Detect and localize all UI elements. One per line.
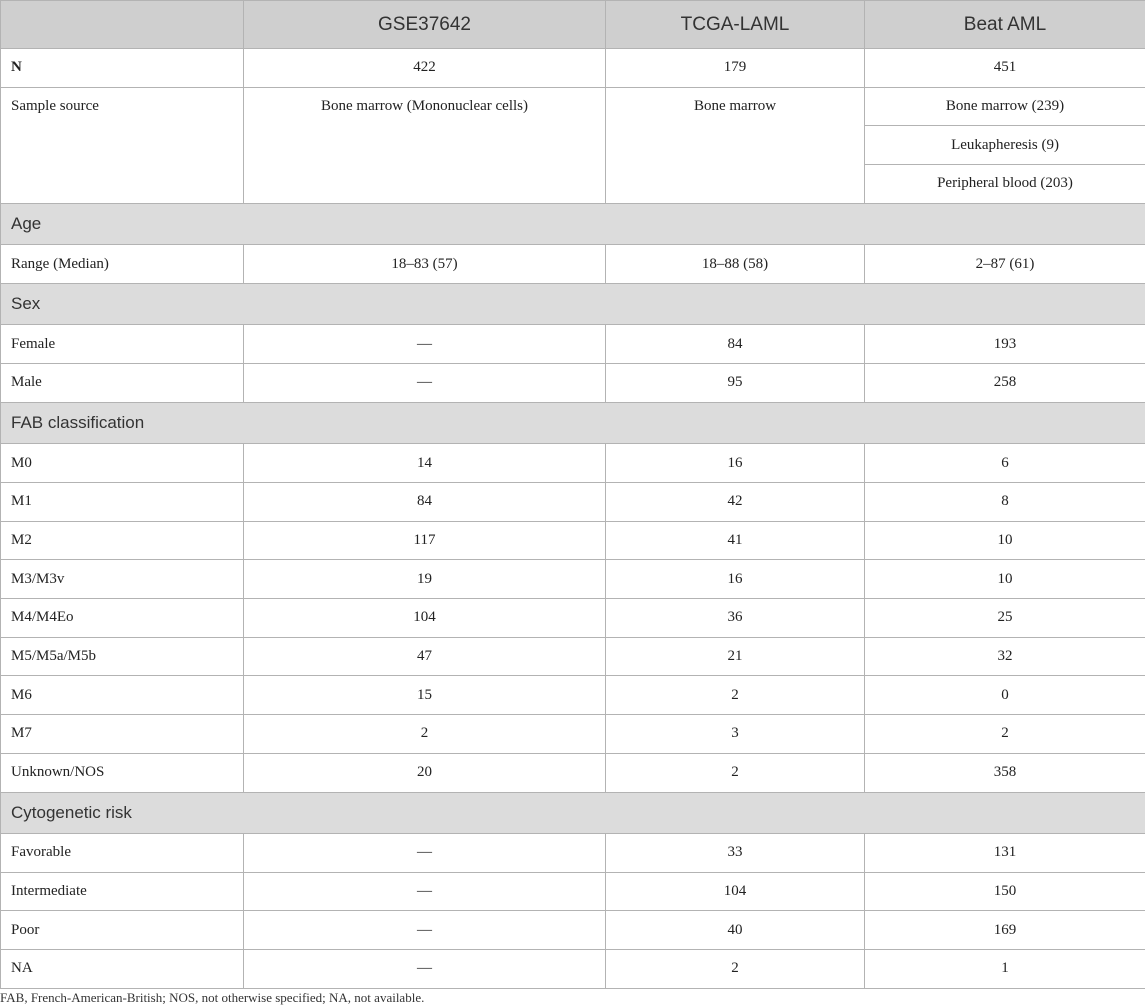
cell-beat: 0 <box>865 676 1145 715</box>
header-row <box>1 1 1145 49</box>
cell-tcga: 42 <box>606 483 865 522</box>
cell-beat: 169 <box>865 911 1145 950</box>
cell-tcga: 41 <box>606 521 865 560</box>
sample-source-label: Sample source <box>1 87 244 203</box>
cell-gse: 18–83 (57) <box>244 245 606 284</box>
cell-beat: 32 <box>865 637 1145 676</box>
table-row <box>1 560 1145 599</box>
sample-source-gse: Bone marrow (Mononuclear cells) <box>244 87 606 203</box>
row-label: Male <box>1 364 244 403</box>
cell-gse: 47 <box>244 637 606 676</box>
header-tcga-laml: TCGA-LAML <box>606 1 865 49</box>
section-title: Age <box>1 203 1145 245</box>
cell-tcga: 2 <box>606 950 865 989</box>
row-label: NA <box>1 950 244 989</box>
header-beat-aml: Beat AML <box>865 1 1145 49</box>
row-label: M5/M5a/M5b <box>1 637 244 676</box>
table-footnote: FAB, French-American-British; NOS, not otherwise specified; NA, not available. <box>0 990 425 1005</box>
cell-gse: — <box>244 834 606 873</box>
header-gse37642: GSE37642 <box>244 1 606 49</box>
fab-section-row <box>1 402 1145 444</box>
table-row <box>1 364 1145 403</box>
row-label: Female <box>1 325 244 364</box>
cell-tcga: 33 <box>606 834 865 873</box>
cell-tcga: 3 <box>606 715 865 754</box>
row-label: M4/M4Eo <box>1 599 244 638</box>
table-row <box>1 872 1145 911</box>
row-label: M2 <box>1 521 244 560</box>
cell-tcga: 40 <box>606 911 865 950</box>
cell-beat: 358 <box>865 753 1145 792</box>
row-label: M1 <box>1 483 244 522</box>
row-label: M6 <box>1 676 244 715</box>
table-row <box>1 676 1145 715</box>
cell-tcga: 2 <box>606 753 865 792</box>
cell-gse: 19 <box>244 560 606 599</box>
cell-tcga: 18–88 (58) <box>606 245 865 284</box>
cell-tcga: 36 <box>606 599 865 638</box>
cell-beat: 193 <box>865 325 1145 364</box>
n-gse: 422 <box>244 49 606 88</box>
sample-source-tcga: Bone marrow <box>606 87 865 203</box>
cell-gse: — <box>244 872 606 911</box>
cell-beat: 25 <box>865 599 1145 638</box>
cell-gse: 84 <box>244 483 606 522</box>
cell-tcga: 2 <box>606 676 865 715</box>
sample-source-row <box>1 87 1145 126</box>
cell-beat: 1 <box>865 950 1145 989</box>
n-label: N <box>1 49 244 88</box>
cell-gse: 2 <box>244 715 606 754</box>
cell-beat: 258 <box>865 364 1145 403</box>
row-label: Poor <box>1 911 244 950</box>
table-row <box>1 637 1145 676</box>
cell-gse: 104 <box>244 599 606 638</box>
cell-beat: 10 <box>865 521 1145 560</box>
row-label: Intermediate <box>1 872 244 911</box>
section-title: FAB classification <box>1 402 1145 444</box>
cell-gse: — <box>244 364 606 403</box>
table-row <box>1 950 1145 989</box>
cell-gse: 20 <box>244 753 606 792</box>
cell-gse: — <box>244 911 606 950</box>
sex-section-row <box>1 283 1145 325</box>
cell-tcga: 16 <box>606 444 865 483</box>
table-row <box>1 483 1145 522</box>
cell-tcga: 16 <box>606 560 865 599</box>
table-row <box>1 245 1145 284</box>
row-label: Range (Median) <box>1 245 244 284</box>
row-label: M0 <box>1 444 244 483</box>
cell-gse: — <box>244 950 606 989</box>
section-title: Cytogenetic risk <box>1 792 1145 834</box>
cyto-section-row <box>1 792 1145 834</box>
cell-gse: 117 <box>244 521 606 560</box>
table-row <box>1 325 1145 364</box>
table-row <box>1 834 1145 873</box>
row-label: Unknown/NOS <box>1 753 244 792</box>
table-row <box>1 599 1145 638</box>
cell-tcga: 84 <box>606 325 865 364</box>
table-row <box>1 521 1145 560</box>
cell-beat: 131 <box>865 834 1145 873</box>
n-row <box>1 49 1145 88</box>
header-blank <box>1 1 244 49</box>
cell-beat: 10 <box>865 560 1145 599</box>
row-label: Favorable <box>1 834 244 873</box>
sample-source-beat-2: Leukapheresis (9) <box>865 126 1145 165</box>
sample-source-beat-1: Bone marrow (239) <box>865 87 1145 126</box>
table-row <box>1 753 1145 792</box>
cell-tcga: 95 <box>606 364 865 403</box>
row-label: M3/M3v <box>1 560 244 599</box>
cell-gse: 15 <box>244 676 606 715</box>
row-label: M7 <box>1 715 244 754</box>
age-section-row <box>1 203 1145 245</box>
cell-tcga: 21 <box>606 637 865 676</box>
table-row <box>1 444 1145 483</box>
table-row <box>1 715 1145 754</box>
cell-beat: 6 <box>865 444 1145 483</box>
cell-beat: 8 <box>865 483 1145 522</box>
cell-beat: 150 <box>865 872 1145 911</box>
cell-gse: 14 <box>244 444 606 483</box>
cell-gse: — <box>244 325 606 364</box>
table-row <box>1 911 1145 950</box>
n-tcga: 179 <box>606 49 865 88</box>
cell-tcga: 104 <box>606 872 865 911</box>
section-title: Sex <box>1 283 1145 325</box>
sample-source-beat-3: Peripheral blood (203) <box>865 165 1145 204</box>
cell-beat: 2 <box>865 715 1145 754</box>
n-beat: 451 <box>865 49 1145 88</box>
cell-beat: 2–87 (61) <box>865 245 1145 284</box>
